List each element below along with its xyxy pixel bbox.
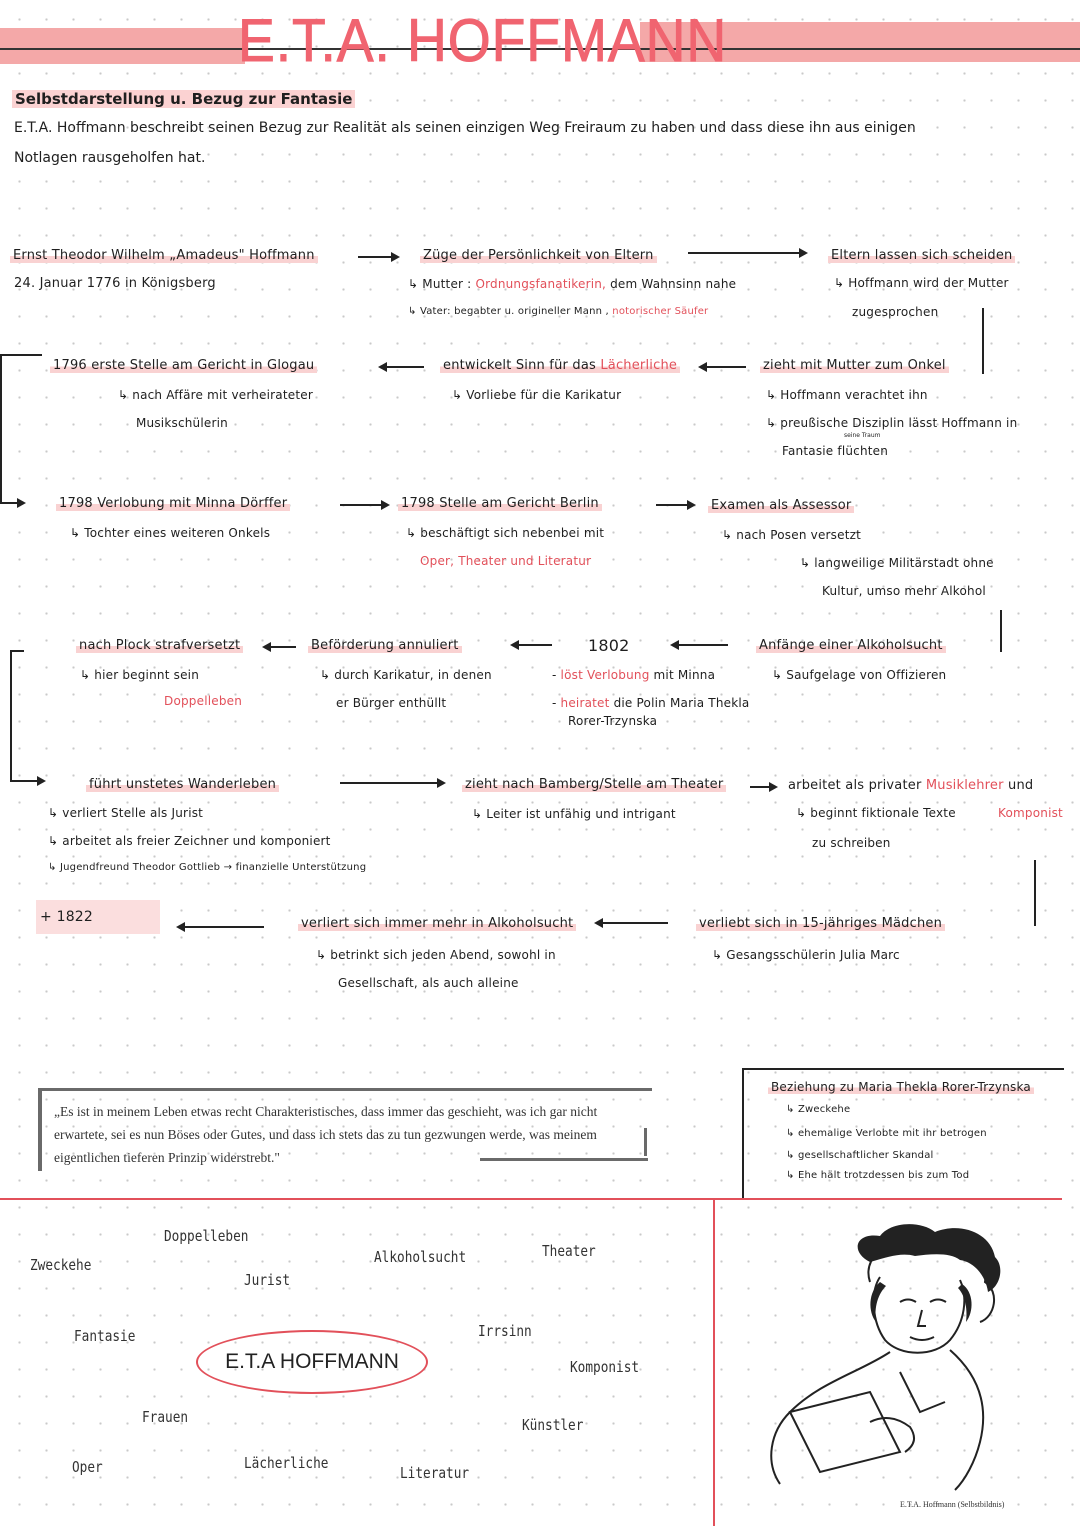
love-sub: ↳ Gesangsschülerin Julia Marc [712, 948, 900, 962]
glogau-title: 1796 erste Stelle am Gericht in Glogau [50, 358, 317, 373]
arrow [750, 786, 776, 788]
arrow [700, 366, 746, 368]
uncle-sub-3-note: seine Traum [844, 432, 881, 439]
connector [0, 354, 2, 504]
exam-title: Examen als Assessor [708, 498, 854, 513]
arrow [656, 504, 694, 506]
wander-sub-1: ↳ verliert Stelle als Jurist [48, 806, 204, 820]
uncle-title: zieht mit Mutter zum Onkel [760, 358, 949, 373]
traits-mother: ↳ Mutter : Ordnungsfanatikerin, dem Wahnsinn nahe [408, 277, 737, 291]
intro-line-1: E.T.A. Hoffmann beschreibt seinen Bezug zur Realität als seinen einzigen Weg Freiraum zu haben und dass diese ihn aus einigen [14, 120, 916, 136]
arrow [672, 644, 728, 646]
teacher-sub-1: ↳ beginnt fiktionale Texte [796, 806, 956, 820]
promo-sub-2: er Bürger enthüllt [336, 696, 447, 710]
uncle-sub-1: ↳ Hoffmann verachtet ihn [766, 388, 928, 402]
divorce-sub-1: ↳ Hoffmann wird der Mutter [834, 276, 1009, 290]
glogau-sub-1: ↳ nach Affäre mit verheirateter [118, 388, 313, 402]
quote-bar [644, 1128, 647, 1156]
arrow [178, 926, 264, 928]
teacher-sub-red: Komponist [998, 806, 1063, 820]
connector [1034, 860, 1036, 926]
birth-name: Ernst Theodor Wilhelm „Amadeus" Hoffmann [10, 248, 318, 263]
mindmap-word: Literatur [400, 1464, 470, 1482]
alcohol-sub: ↳ Saufgelage von Offizieren [772, 668, 947, 682]
title-highlight-left [0, 28, 245, 64]
mindmap-word: Oper [72, 1458, 103, 1476]
y1802-b: - heiratet die Polin Maria Thekla [552, 696, 750, 710]
mindmap-center: E.T.A HOFFMANN [196, 1330, 428, 1394]
connector [10, 650, 12, 780]
arrow [264, 646, 296, 648]
year-1802: 1802 [588, 636, 630, 655]
exam-sub-3: Kultur, umso mehr Alkohol [822, 584, 986, 598]
glogau-sub-2: Musikschülerin [136, 416, 228, 430]
mindmap-word: Alkoholsucht [374, 1248, 467, 1266]
berlin-red: Oper, Theater und Literatur [420, 554, 592, 568]
wander-sub-2: ↳ arbeitet als freier Zeichner und komponiert [48, 834, 331, 848]
arrow [10, 780, 44, 782]
connector [1000, 610, 1002, 652]
plock-sub: ↳ hier beginnt sein [80, 668, 199, 682]
mindmap-word: Irrsinn [478, 1322, 532, 1340]
y1802-c: Rorer-Trzynska [568, 714, 658, 728]
relationship-item: ↳ Zweckehe [786, 1104, 851, 1115]
mindmap-word: Doppelleben [164, 1227, 249, 1245]
engage-title: 1798 Verlobung mit Minna Dörffer [56, 496, 290, 511]
promo-sub-1: ↳ durch Karikatur, in denen [320, 668, 492, 682]
mindmap-word: Fantasie [74, 1327, 136, 1345]
addiction-sub-2: Gesellschaft, als auch alleine [338, 976, 519, 990]
arrow [358, 256, 398, 258]
addiction-title: verliert sich immer mehr in Alkoholsucht [298, 916, 576, 931]
teacher-title: arbeitet als privater Musiklehrer und [788, 778, 1034, 793]
mindmap-word: Lächerliche [244, 1454, 329, 1472]
portrait-caption: E.T.A. Hoffmann (Selbstbildnis) [900, 1500, 1005, 1509]
mindmap-word: Frauen [142, 1408, 189, 1426]
uncle-sub-2: ↳ preußische Disziplin lässt Hoffmann in [766, 416, 1018, 430]
birth-date: 24. Januar 1776 in Königsberg [14, 276, 216, 291]
divorce-sub-2: zugesprochen [852, 305, 939, 319]
relationship-title: Beziehung zu Maria Thekla Rorer-Trzynska [768, 1080, 1034, 1094]
love-title: verliebt sich in 15-jähriges Mädchen [696, 916, 945, 931]
wander-title: führt unstetes Wanderleben [86, 777, 279, 792]
portrait-image [750, 1222, 1050, 1494]
alcohol-title: Anfänge einer Alkoholsucht [756, 638, 946, 653]
berlin-sub: ↳ beschäftigt sich nebenbei mit [406, 526, 605, 540]
section-divider [0, 1198, 1062, 1200]
ridicule-title: entwickelt Sinn für das Lächerliche [440, 358, 680, 373]
mindmap-word: Zweckehe [30, 1256, 92, 1274]
divorce-title: Eltern lassen sich scheiden [828, 248, 1015, 263]
arrow [340, 782, 444, 784]
plock-red: Doppelleben [164, 694, 243, 708]
mindmap-word: Künstler [522, 1416, 584, 1434]
mindmap-word: Komponist [570, 1358, 640, 1376]
intro-line-2: Notlagen rausgeholfen hat. [14, 150, 206, 166]
uncle-sub-3: Fantasie flüchten [782, 444, 889, 458]
arrow [0, 502, 24, 504]
ridicule-sub: ↳ Vorliebe für die Karikatur [452, 388, 622, 402]
arrow [512, 644, 552, 646]
y1802-a: - löst Verlobung mit Minna [552, 668, 716, 682]
mindmap-word: Jurist [244, 1271, 291, 1289]
connector [982, 308, 984, 374]
quote: „Es ist in meinem Leben etwas recht Charakteristisches, dass immer das geschieht, was ich gar nicht erwartete, sei es nun Böses oder Gutes, und dass ich stets das zu tun gezwungen werde, was meinem eigentlichen tieferen Prinzip widerstrebt." [54, 1104, 598, 1165]
wander-sub-3: ↳ Jugendfreund Theodor Gottlieb → finanzielle Unterstützung [48, 862, 367, 873]
teacher-sub-2: zu schreiben [812, 836, 891, 850]
bamberg-title: zieht nach Bamberg/Stelle am Theater [462, 777, 726, 792]
engage-sub: ↳ Tochter eines weiteren Onkels [70, 526, 271, 540]
section-heading: Selbstdarstellung u. Bezug zur Fantasie [12, 90, 355, 108]
traits-father: ↳ Vater: begabter u. origineller Mann , notorischer Säufer [408, 306, 709, 317]
section-divider-vertical [713, 1200, 715, 1526]
arrow [380, 366, 424, 368]
berlin-title: 1798 Stelle am Gericht Berlin [398, 496, 602, 511]
bamberg-sub: ↳ Leiter ist unfähig und intrigant [472, 807, 676, 821]
arrow [688, 252, 806, 254]
relationship-item: ↳ gesellschaftlicher Skandal [786, 1150, 934, 1161]
promo-title: Beförderung annuliert [308, 638, 462, 653]
arrow [340, 504, 388, 506]
connector [0, 354, 42, 356]
exam-sub-2: ↳ langweilige Militärstadt ohne [800, 556, 994, 570]
arrow [596, 922, 668, 924]
mindmap-word: Theater [542, 1242, 596, 1260]
addiction-sub-1: ↳ betrinkt sich jeden Abend, sowohl in [316, 948, 556, 962]
relationship-item: ↳ ehemalige Verlobte mit ihr betrogen [786, 1128, 987, 1139]
quote-underline [480, 1158, 648, 1161]
traits-title: Züge der Persönlichkeit von Eltern [420, 248, 657, 263]
plock-title: nach Plock strafversetzt [76, 638, 243, 653]
connector [10, 650, 24, 652]
exam-sub-1: ↳ nach Posen versetzt [722, 528, 862, 542]
page-title: E.T.A. HOFFMANN [238, 7, 728, 74]
death-year: + 1822 [36, 900, 160, 934]
relationship-item: ↳ Ehe hält trotzdessen bis zum Tod [786, 1170, 970, 1181]
